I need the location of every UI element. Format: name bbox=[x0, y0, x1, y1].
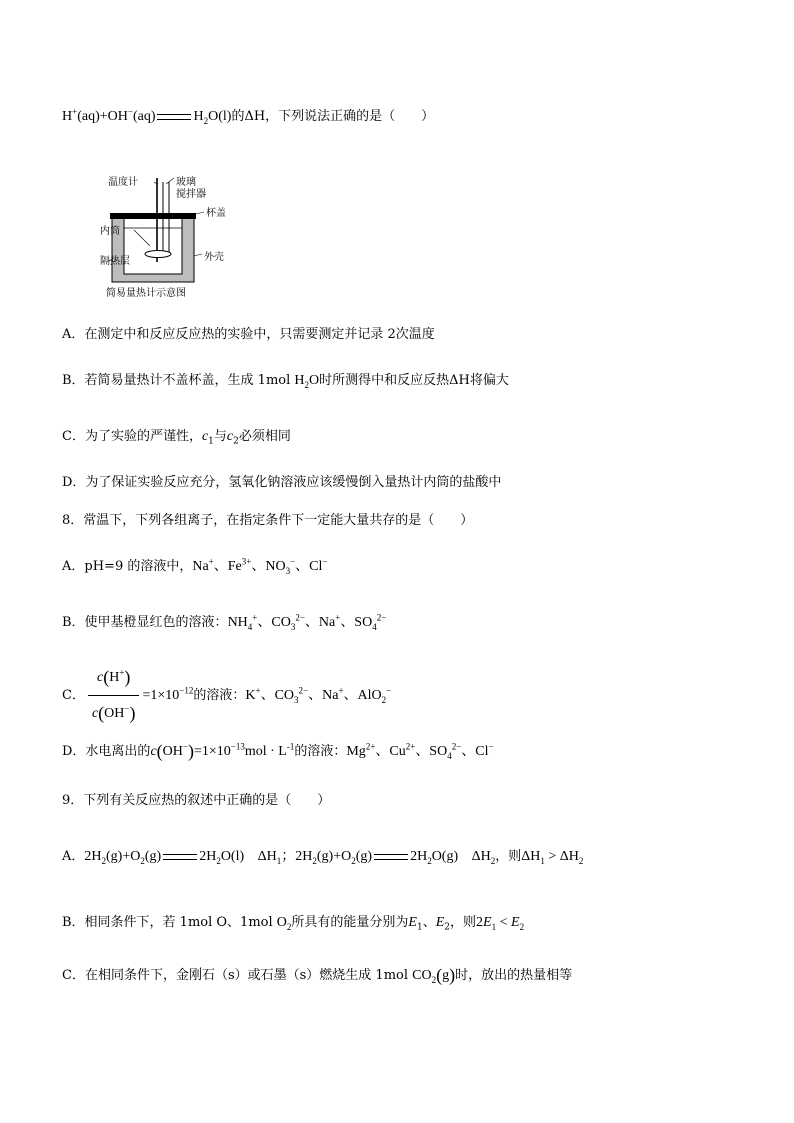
label-stirrer: 搅拌器 bbox=[176, 189, 206, 200]
q9-option-a: A．$2H_2(g)+O_2(g)$ $2H_2O(l)$ $\Delta H_1$；$2H_2(g)+O_2(g)$ $2H_2O(g)$ $\Delta H_2$，则$\Delta H_1 > \Delta H_2$ bbox=[62, 849, 584, 866]
label-glass: 玻璃 bbox=[176, 177, 196, 188]
q9-option-b: B．相同条件下，若 1mol O、1mol $O_2$所具有的能量分别为$E_1$、$E_2$，则$2E_1 < E_2$ bbox=[62, 915, 525, 933]
intro-delta-label: 的ΔH bbox=[231, 109, 266, 124]
calorimeter-inner-cup bbox=[124, 218, 182, 274]
q8-option-b: B．使甲基橙显红色的溶液：$NH_4^+$、$CO_3^{2-}$、Na+、$SO_4^{2-}$ bbox=[62, 612, 387, 632]
intro-tail: ，下列说法正确的是（ ） bbox=[265, 109, 435, 124]
stirrer-ring bbox=[145, 251, 171, 258]
q8-option-a: A．pH=9 的溶液中，Na+、$Fe^{3+}$、$NO_3^-$、Cl− bbox=[62, 556, 328, 576]
q8-option-d: D．水电离出的$c(OH^-)=1\times 10^{-13}mol \cdot L^{-1}$的溶液：$Mg^{2+}$、$Cu^{2+}$、$SO_4^{2-}$、Cl− bbox=[62, 741, 494, 761]
label-thermometer: 温度计 bbox=[108, 177, 138, 188]
label-shell: 外壳 bbox=[204, 252, 224, 263]
label-caption: 简易量热计示意图 bbox=[106, 288, 186, 299]
question-intro: H+(aq)+OH−(aq) $H_2O(l)$的ΔH，下列说法正确的是（ ） bbox=[62, 106, 435, 126]
label-inner: 内筒 bbox=[100, 226, 120, 237]
calorimeter-diagram bbox=[100, 170, 260, 300]
q7-option-d: D．为了保证实验反应充分，氢氧化钠溶液应该缓慢倒入量热计内筒的盐酸中 bbox=[62, 475, 502, 490]
calorimeter-lid bbox=[110, 213, 196, 219]
label-insulation: 隔热层 bbox=[100, 256, 130, 267]
q9-stem: 9．下列有关反应热的叙述中正确的是（ ） bbox=[62, 793, 331, 808]
q7-option-b: B．若简易量热计不盖杯盖，生成 1mol $H_2O$时所测得中和反应反热ΔH将偏大 bbox=[62, 373, 509, 390]
q9-option-c: C．在相同条件下，金刚石（s）或石墨（s）燃烧生成 1mol $CO_2(g)$时，放出的热量相等 bbox=[62, 965, 573, 985]
q8-option-c: C． $\frac{c(H^+)}{c(OH^-)}$ $=1\times 10^{-12}$的溶液：K+、$CO_3^{2-}$、Na+、AlO$_2$− bbox=[62, 662, 391, 729]
label-lid: 杯盖 bbox=[206, 208, 226, 219]
q7-option-c: C．为了实验的严谨性，$c_1$与$c_2$必须相同 bbox=[62, 429, 291, 447]
q8-stem: 8．常温下，下列各组离子，在指定条件下一定能大量共存的是（ ） bbox=[62, 513, 474, 528]
q7-option-a: A．在测定中和反应反应热的实验中，只需要测定并记录 2次温度 bbox=[62, 327, 435, 342]
